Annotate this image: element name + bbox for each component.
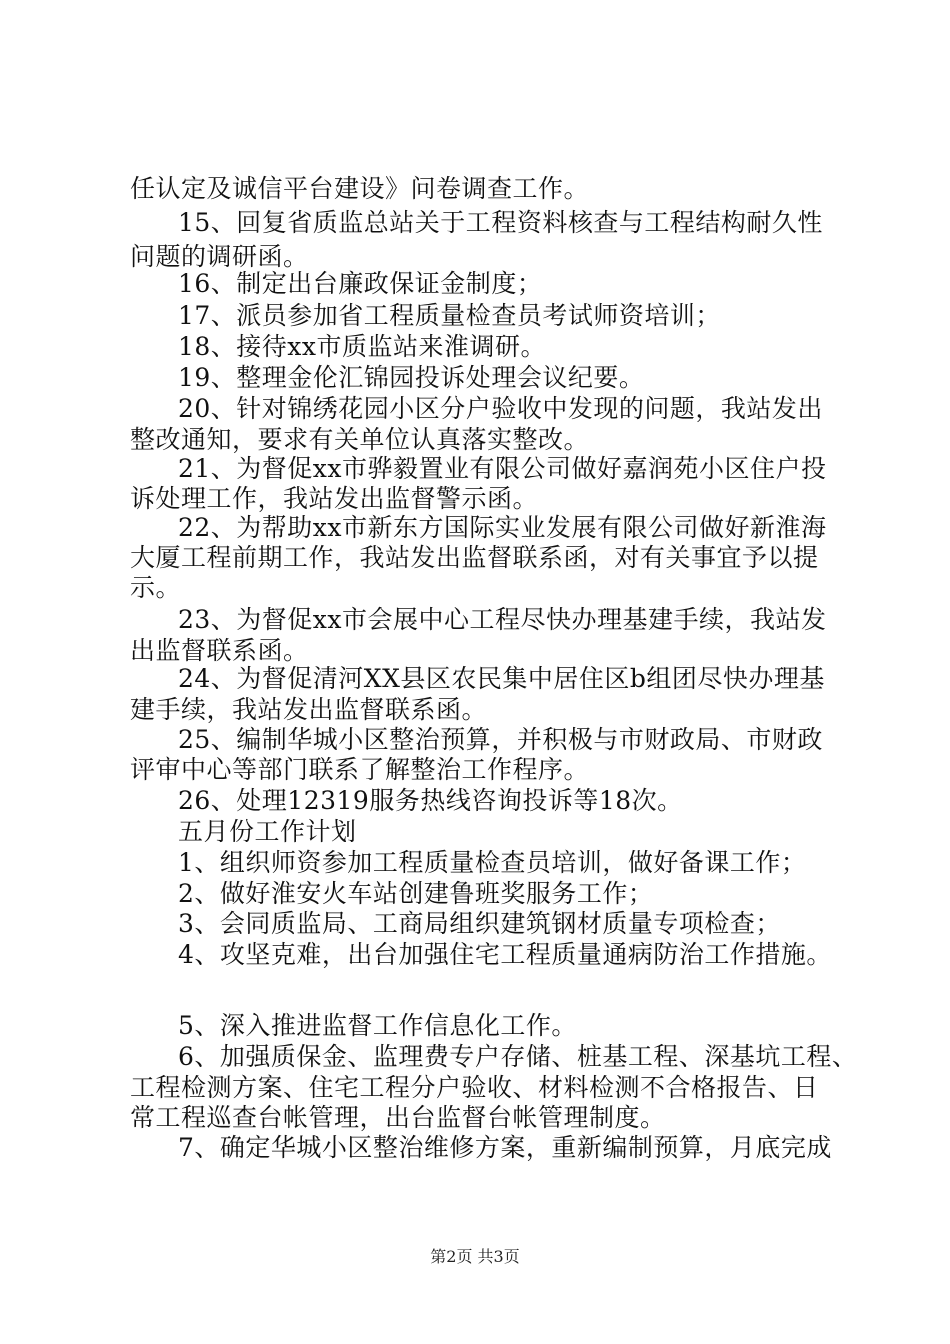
paragraph-line: 23、为督促xx市会展中心工程尽快办理基建手续，我站发 [178, 605, 827, 634]
section-heading: 五月份工作计划 [178, 817, 357, 846]
paragraph-line: 出监督联系函。 [130, 636, 309, 665]
list-item: 3、会同质监局、工商局组织建筑钢材质量专项检查； [178, 909, 781, 938]
paragraph-line: 任认定及诚信平台建设》问卷调查工作。 [130, 174, 590, 203]
paragraph-line: 问题的调研函。 [130, 242, 309, 271]
paragraph-line: 整改通知，要求有关单位认真落实整改。 [130, 425, 590, 454]
page-number-footer: 第2页 共3页 [430, 1247, 520, 1266]
list-item: 2、做好淮安火车站创建鲁班奖服务工作； [178, 879, 654, 908]
paragraph-line: 示。 [130, 573, 182, 602]
list-item: 6、加强质保金、监理费专户存储、桩基工程、深基坑工程、 [178, 1042, 858, 1071]
paragraph-line: 25、编制华城小区整治预算，并积极与市财政局、市财政 [178, 725, 823, 754]
paragraph-line: 24、为督促清河XX县区农民集中居住区b组团尽快办理基 [178, 664, 825, 693]
paragraph-line: 建手续，我站发出监督联系函。 [130, 695, 488, 724]
list-item: 7、确定华城小区整治维修方案，重新编制预算，月底完成 [178, 1133, 832, 1162]
paragraph-line: 16、制定出台廉政保证金制度； [178, 269, 543, 298]
list-item: 5、深入推进监督工作信息化工作。 [178, 1011, 577, 1040]
paragraph-line: 15、回复省质监总站关于工程资料核查与工程结构耐久性 [178, 208, 823, 237]
paragraph-line: 17、派员参加省工程质量检查员考试师资培训； [178, 301, 721, 330]
paragraph-line: 评审中心等部门联系了解整治工作程序。 [130, 755, 590, 784]
paragraph-line: 18、接待xx市质监站来淮调研。 [178, 332, 547, 361]
paragraph-line: 大厦工程前期工作，我站发出监督联系函，对有关事宜予以提 [130, 543, 819, 572]
paragraph-line: 21、为督促xx市骅毅置业有限公司做好嘉润苑小区住户投 [178, 454, 827, 483]
paragraph-line: 20、针对锦绣花园小区分户验收中发现的问题，我站发出 [178, 394, 823, 423]
list-item: 4、攻坚克难，出台加强住宅工程质量通病防治工作措施。 [178, 940, 832, 969]
paragraph-line: 工程检测方案、住宅工程分户验收、材料检测不合格报告、日 [130, 1073, 819, 1102]
paragraph-line: 26、处理12319服务热线咨询投诉等18次。 [178, 786, 683, 815]
paragraph-line: 22、为帮助xx市新东方国际实业发展有限公司做好新淮海 [178, 513, 827, 542]
paragraph-line: 诉处理工作，我站发出监督警示函。 [130, 484, 539, 513]
list-item: 1、组织师资参加工程质量检查员培训，做好备课工作； [178, 848, 807, 877]
paragraph-line: 19、整理金伦汇锦园投诉处理会议纪要。 [178, 363, 645, 392]
paragraph-line: 常工程巡查台帐管理，出台监督台帐管理制度。 [130, 1103, 666, 1132]
